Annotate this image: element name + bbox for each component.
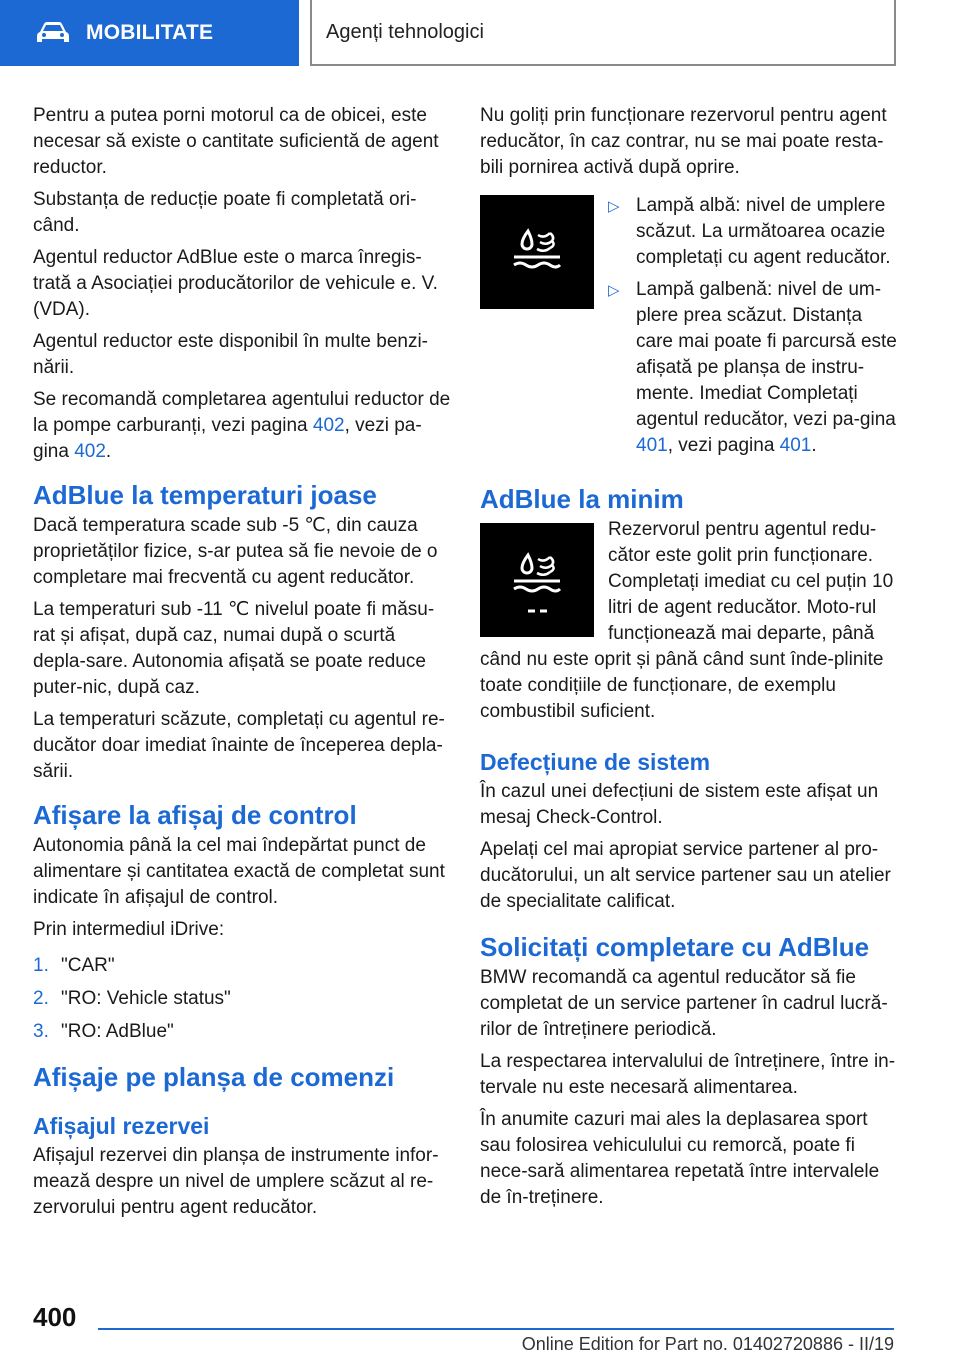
lamp-bullets xyxy=(608,193,898,459)
step-text: "RO: AdBlue" xyxy=(61,1021,174,1042)
bullet-text: Lampă albă: nivel de umplere scăzut. La următoarea ocazie completați cu agent reducător. xyxy=(636,195,891,268)
page-link[interactable]: 401 xyxy=(779,435,812,456)
lamp-block xyxy=(480,193,898,465)
text: Se recomandă completarea agentului reductor de la pompe carburanți, vezi pagina xyxy=(33,389,451,436)
paragraph: Rezervorul pentru agentul redu-cător este golit prin funcționare. Completați imediat cu cel puțin 10 litri de agent reducător. Moto-rul funcționează mai departe, până când nu este oprit și până când sunt înde-plinite toate condițiile de funcționare, de exemplu combustibil suficient. xyxy=(480,519,894,722)
page-link[interactable]: 401 xyxy=(636,435,668,456)
left-column xyxy=(33,103,451,1227)
list-item xyxy=(608,277,898,459)
list-item xyxy=(33,953,451,979)
text: . xyxy=(811,435,817,456)
heading-fault: Defecțiune de sistem xyxy=(480,749,711,775)
text: . xyxy=(105,441,112,462)
page-link[interactable]: 402 xyxy=(74,441,106,462)
paragraph: Prin intermediul iDrive: xyxy=(33,919,225,940)
list-item xyxy=(608,193,898,271)
page-number: 400 xyxy=(33,1302,77,1332)
triangle-bullet-icon: ▷ xyxy=(608,198,620,215)
paragraph: Nu goliți prin funcționare rezervorul pentru agent reducător, în caz contrar, nu se mai poate resta-bili pornirea activă după oprire. xyxy=(480,105,887,178)
text: Lampă galbenă: nivel de um-plere prea scăzut. Distanța care mai poate fi parcursă este afișată pe planșa de instru-mente. Imediat Completați agentul reducător, vezi pa-gina xyxy=(636,279,897,430)
paragraph: Apelați cel mai apropiat service partener al pro-ducătorului, un alt service partener sau un atelier de specialitate calificat. xyxy=(480,839,891,912)
step-text: "RO: Vehicle status" xyxy=(61,988,231,1009)
paragraph: La respectarea intervalului de întreținere, între in-tervale nu este necesară alimentarea. xyxy=(480,1051,896,1098)
right-column xyxy=(480,103,898,1217)
step-number: 1. xyxy=(33,955,49,976)
min-block xyxy=(480,517,898,725)
text: , vezi pa-gina xyxy=(33,415,422,462)
paragraph: În cazul unei defecțiuni de sistem este afișat un mesaj Check-Control. xyxy=(480,781,879,828)
footer-divider xyxy=(98,1328,894,1330)
idrive-steps xyxy=(33,953,451,1045)
heading-request: Solicitați completare cu AdBlue xyxy=(480,932,870,962)
page-link[interactable]: 402 xyxy=(312,415,345,436)
list-item xyxy=(33,986,451,1012)
text: , vezi pagina xyxy=(667,435,780,456)
car-icon xyxy=(36,21,70,45)
heading-min: AdBlue la minim xyxy=(480,484,684,514)
chapter-title: Agenți tehnologici xyxy=(310,0,896,66)
section-tab xyxy=(0,0,299,66)
adblue-warning-lamp-icon xyxy=(480,195,594,309)
heading-reserve: Afișajul rezervei xyxy=(33,1113,210,1139)
step-number: 3. xyxy=(33,1021,49,1042)
paragraph: BMW recomandă ca agentul reducător să fie completat de un service partener în cadrul lucră-rilor de întreținere periodică. xyxy=(480,967,888,1040)
paragraph: La temperaturi scăzute, completați cu agentul re-ducător doar imediat înainte de începerea depla-sării. xyxy=(33,709,445,782)
paragraph: La temperaturi sub -11 ℃ nivelul poate fi măsu-rat și afișat, după caz, numai după o scurtă depla-sare. Autonomia afișată se poate reduce puter-nic, după caz. xyxy=(33,599,435,698)
triangle-bullet-icon: ▷ xyxy=(608,282,620,299)
heading-low-temp: AdBlue la temperaturi joase xyxy=(33,480,377,510)
adblue-min-lamp-icon xyxy=(480,523,594,637)
edition-text: Online Edition for Part no. 01402720886 - II/19 xyxy=(521,1334,894,1354)
paragraph xyxy=(33,387,451,465)
paragraph: Agentul reductor AdBlue este o marca înregis-trată a Asociației producătorilor de vehicule e. V. (VDA). xyxy=(33,247,438,320)
paragraph: Afișajul rezervei din planșa de instrumente infor-mează despre un nivel de umplere scăzut al re-zervorului pentru agent reducător. xyxy=(33,1145,439,1218)
heading-panel: Afișaje pe planșa de comenzi xyxy=(33,1062,395,1092)
bullet-text xyxy=(636,277,898,459)
step-text: "CAR" xyxy=(61,955,115,976)
section-label: MOBILITATE xyxy=(86,21,214,44)
paragraph: Agentul reductor este disponibil în multe benzi-nării. xyxy=(33,331,429,378)
list-item xyxy=(33,1019,451,1045)
paragraph: Substanța de reducție poate fi completată ori-când. xyxy=(33,189,417,236)
paragraph: Autonomia până la cel mai îndepărtat punct de alimentare și cantitatea exactă de completat sunt indicate în afișajul de control. xyxy=(33,835,445,908)
paragraph: În anumite cazuri mai ales la deplasarea sport sau folosirea vehiculului cu remorcă, poate fi nece-sară alimentarea repetată între intervalele de în-treținere. xyxy=(480,1109,880,1208)
paragraph: Pentru a putea porni motorul ca de obicei, este necesar să existe o cantitate suficientă de agent reductor. xyxy=(33,105,439,178)
heading-display: Afișare la afișaj de control xyxy=(33,800,357,830)
paragraph: Dacă temperatura scade sub -5 ℃, din cauza proprietăților fizice, s-ar putea să fie nevoie de o completare mai frecventă cu agent reducător. xyxy=(33,515,438,588)
step-number: 2. xyxy=(33,988,49,1009)
